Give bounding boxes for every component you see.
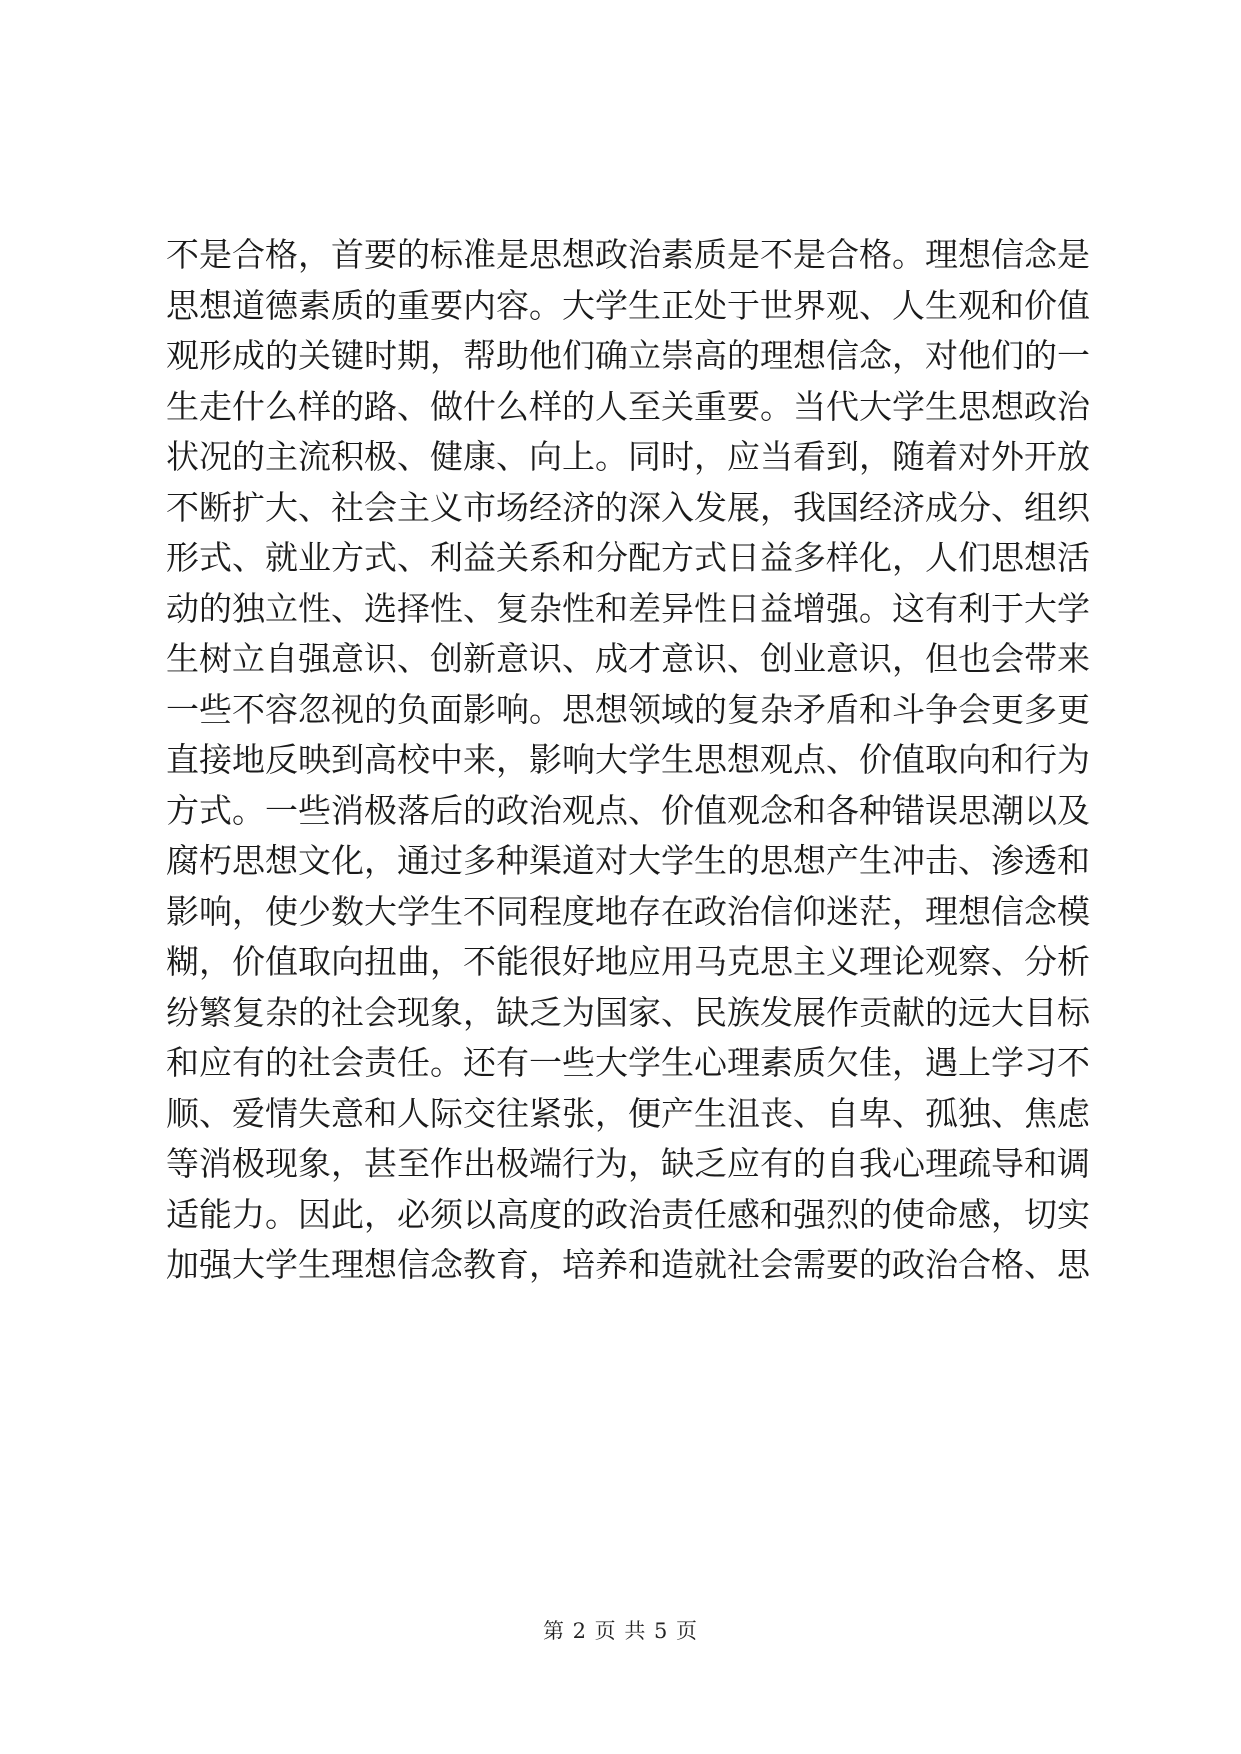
page-number-footer: 第 2 页 共 5 页 [542, 1619, 699, 1643]
text-line: 等消极现象，甚至作出极端行为，缺乏应有的自我心理疏导和调 [166, 1144, 1090, 1183]
text-line: 和应有的社会责任。还有一些大学生心理素质欠佳，遇上学习不 [166, 1043, 1090, 1082]
text-line: 生树立自强意识、创新意识、成才意识、创业意识，但也会带来 [166, 639, 1090, 678]
text-line: 生走什么样的路、做什么样的人至关重要。当代大学生思想政治 [166, 386, 1090, 426]
text-line: 纷繁复杂的社会现象，缺乏为国家、民族发展作贡献的远大目标 [166, 992, 1090, 1032]
text-line: 顺、爱情失意和人际交往紧张，便产生沮丧、自卑、孤独、焦虑 [166, 1093, 1090, 1133]
text-line: 方式。一些消极落后的政治观点、价值观念和各种错误思潮以及 [166, 790, 1090, 830]
text-line: 不断扩大、社会主义市场经济的深入发展，我国经济成分、组织 [166, 487, 1090, 527]
text-line: 动的独立性、选择性、复杂性和差异性日益增强。这有利于大学 [166, 588, 1090, 628]
text-line: 不是合格，首要的标准是思想政治素质是不是合格。理想信念是 [166, 235, 1090, 274]
text-line: 思想道德素质的重要内容。大学生正处于世界观、人生观和价值 [166, 285, 1090, 325]
text-line: 状况的主流积极、健康、向上。同时，应当看到，随着对外开放 [166, 437, 1090, 476]
body-paragraph [166, 230, 1090, 1291]
text-line: 形式、就业方式、利益关系和分配方式日益多样化，人们思想活 [166, 538, 1090, 577]
text-line: 糊，价值取向扭曲，不能很好地应用马克思主义理论观察、分析 [166, 942, 1090, 981]
text-line: 影响，使少数大学生不同程度地存在政治信仰迷茫，理想信念模 [166, 891, 1090, 931]
text-line: 观形成的关键时期，帮助他们确立崇高的理想信念，对他们的一 [166, 336, 1090, 375]
text-line: 腐朽思想文化，通过多种渠道对大学生的思想产生冲击、渗透和 [166, 841, 1090, 880]
text-line: 加强大学生理想信念教育，培养和造就社会需要的政治合格、思 [166, 1245, 1090, 1284]
text-line: 一些不容忽视的负面影响。思想领域的复杂矛盾和斗争会更多更 [166, 689, 1090, 729]
text-line: 适能力。因此，必须以高度的政治责任感和强烈的使命感，切实 [166, 1194, 1090, 1234]
text-line: 直接地反映到高校中来，影响大学生思想观点、价值取向和行为 [166, 740, 1090, 779]
